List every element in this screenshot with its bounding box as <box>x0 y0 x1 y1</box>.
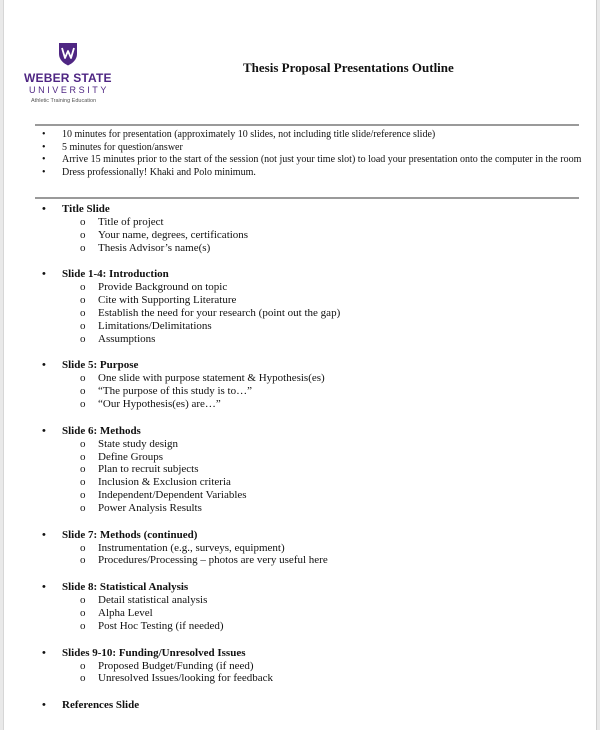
university-logo <box>24 42 120 114</box>
section-heading: • Slide 5: Purpose <box>42 359 139 372</box>
logo-department: Athletic Training Education <box>31 98 97 104</box>
circle-bullet-icon: o <box>80 541 86 554</box>
circle-bullet-icon: o <box>80 332 86 345</box>
outline-section-statistical-analysis <box>42 581 582 632</box>
circle-bullet-icon: o <box>80 606 86 619</box>
circle-bullet-icon: o <box>80 672 86 685</box>
list-item: o Independent/Dependent Variables <box>80 488 247 501</box>
list-item: o Power Analysis Results <box>80 501 202 514</box>
circle-bullet-icon: o <box>80 306 86 319</box>
list-item: o Assumptions <box>80 332 156 345</box>
list-item: o Thesis Advisor’s name(s) <box>80 241 211 254</box>
section-items <box>42 660 582 686</box>
section-items <box>42 438 582 515</box>
outline-section-references <box>42 699 582 712</box>
list-item: o Alpha Level <box>80 606 153 619</box>
shield-icon <box>58 42 78 66</box>
list-item: o State study design <box>80 437 179 450</box>
outline-section-purpose <box>42 359 582 410</box>
circle-bullet-icon: o <box>80 397 86 410</box>
list-item: o Define Groups <box>80 450 164 463</box>
bullet-icon: • <box>42 646 46 659</box>
section-heading: • Slide 6: Methods <box>42 424 141 437</box>
intro-text: 10 minutes for presentation (approximately 10 slides, not including title slide/reference slide) <box>62 129 436 140</box>
outline-section-title-slide <box>42 203 582 254</box>
circle-bullet-icon: o <box>80 294 86 307</box>
outline-section-introduction <box>42 268 582 345</box>
list-item: o Cite with Supporting Literature <box>80 294 237 307</box>
circle-bullet-icon: o <box>80 437 86 450</box>
list-item: o Your name, degrees, certifications <box>80 228 249 241</box>
intro-item <box>42 129 582 142</box>
document-page <box>3 0 597 730</box>
bullet-icon: • <box>42 166 46 178</box>
list-item: o Unresolved Issues/looking for feedback <box>80 672 274 685</box>
list-item: o Detail statistical analysis <box>80 594 208 607</box>
list-item: o Post Hoc Testing (if needed) <box>80 619 224 632</box>
circle-bullet-icon: o <box>80 385 86 398</box>
list-item: o Provide Background on topic <box>80 281 228 294</box>
circle-bullet-icon: o <box>80 659 86 672</box>
section-heading: • Title Slide <box>42 203 110 215</box>
section-items <box>42 372 582 410</box>
bullet-icon: • <box>42 359 46 372</box>
circle-bullet-icon: o <box>80 594 86 607</box>
list-item: o Inclusion & Exclusion criteria <box>80 476 231 489</box>
section-items <box>42 281 582 345</box>
top-divider <box>35 124 579 126</box>
bullet-icon: • <box>42 699 46 712</box>
bullet-icon: • <box>42 129 46 140</box>
list-item: o Title of project <box>80 216 164 228</box>
outline-section-methods-continued <box>42 529 582 568</box>
logo-subtitle: UNIVERSITY <box>29 85 110 95</box>
intro-text: Arrive 15 minutes prior to the start of the session (not just your time slot) to load your presentation onto the computer in the room <box>62 154 582 165</box>
intro-text: 5 minutes for question/answer <box>62 141 183 153</box>
bullet-icon: • <box>42 141 46 153</box>
circle-bullet-icon: o <box>80 216 86 228</box>
section-items <box>42 594 582 632</box>
section-items <box>42 216 582 254</box>
intro-item <box>42 142 582 155</box>
section-heading: • Slides 9-10: Funding/Unresolved Issues <box>42 646 246 659</box>
section-divider <box>35 197 579 199</box>
bullet-icon: • <box>42 581 46 594</box>
bullet-icon: • <box>42 203 46 215</box>
outline-section-methods <box>42 425 582 515</box>
section-items <box>42 542 582 568</box>
bullet-icon: • <box>42 154 46 165</box>
logo-name: WEBER STATE <box>24 71 112 85</box>
intro-text: Dress professionally! Khaki and Polo minimum. <box>62 166 256 178</box>
intro-item <box>42 154 582 167</box>
slide-outline <box>42 203 582 726</box>
list-item: o “Our Hypothesis(es) are…” <box>80 397 221 410</box>
list-item: o Establish the need for your research (point out the gap) <box>80 306 341 319</box>
list-item: o “The purpose of this study is to…” <box>80 385 252 398</box>
circle-bullet-icon: o <box>80 372 86 385</box>
list-item: o Plan to recruit subjects <box>80 463 199 476</box>
section-heading: • Slide 8: Statistical Analysis <box>42 581 189 594</box>
circle-bullet-icon: o <box>80 450 86 463</box>
list-item: o One slide with purpose statement & Hypothesis(es) <box>80 372 325 385</box>
outline-section-funding <box>42 647 582 686</box>
circle-bullet-icon: o <box>80 319 86 332</box>
list-item: o Proposed Budget/Funding (if need) <box>80 659 254 672</box>
document-title: Thesis Proposal Presentations Outline <box>243 60 454 75</box>
bullet-icon: • <box>42 268 46 281</box>
bullet-icon: • <box>42 424 46 437</box>
circle-bullet-icon: o <box>80 463 86 476</box>
circle-bullet-icon: o <box>80 281 86 294</box>
list-item: o Procedures/Processing – photos are very useful here <box>80 554 328 567</box>
circle-bullet-icon: o <box>80 241 86 254</box>
intro-item <box>42 167 582 180</box>
list-item: o Instrumentation (e.g., surveys, equipment) <box>80 541 285 554</box>
circle-bullet-icon: o <box>80 228 86 241</box>
section-heading: • Slide 7: Methods (continued) <box>42 528 198 541</box>
list-item: o Limitations/Delimitations <box>80 319 212 332</box>
circle-bullet-icon: o <box>80 554 86 567</box>
section-heading: • Slide 1-4: Introduction <box>42 268 169 281</box>
circle-bullet-icon: o <box>80 619 86 632</box>
intro-list <box>42 129 582 179</box>
circle-bullet-icon: o <box>80 501 86 514</box>
circle-bullet-icon: o <box>80 476 86 489</box>
section-heading: • References Slide <box>42 699 140 712</box>
bullet-icon: • <box>42 528 46 541</box>
circle-bullet-icon: o <box>80 488 86 501</box>
